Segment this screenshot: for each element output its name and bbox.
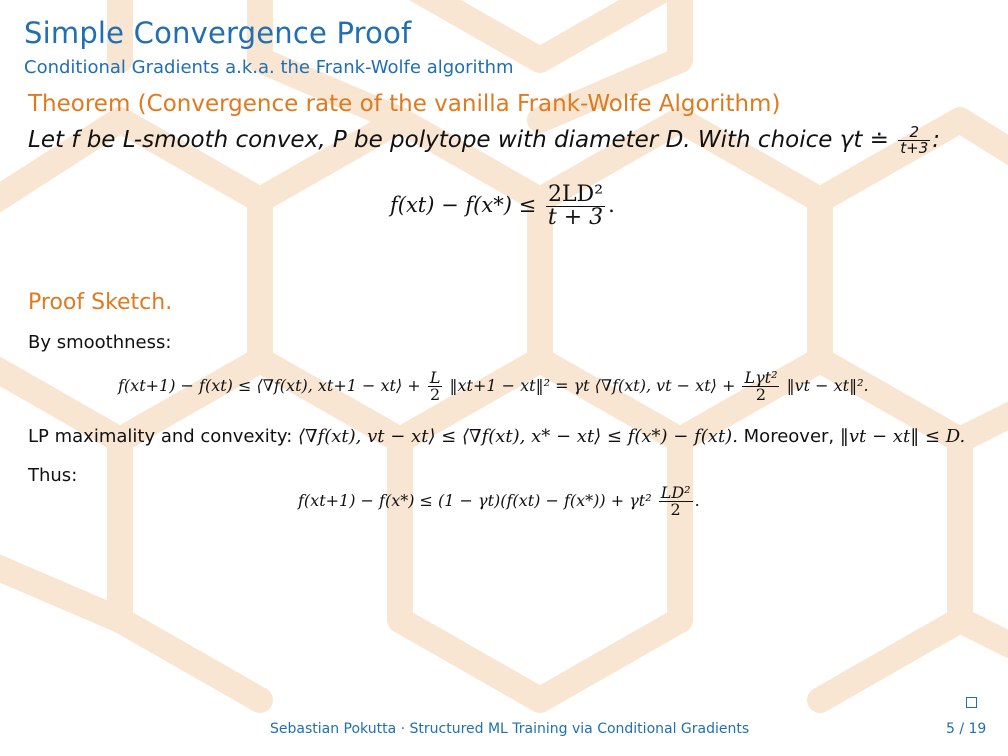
diameter-inequality: ‖vt − xt‖ ≤ D. bbox=[839, 426, 966, 447]
slide-title: Simple Convergence Proof bbox=[24, 16, 412, 50]
smoothness-fraction-2-den: 2 bbox=[742, 386, 779, 403]
footer-text: Sebastian Pokutta · Structured ML Training via Conditional Gradients bbox=[270, 721, 750, 737]
bound-fraction bbox=[546, 184, 605, 229]
recursion-fraction bbox=[659, 485, 693, 518]
lp-maximality-line bbox=[28, 426, 965, 447]
smoothness-equation bbox=[118, 370, 869, 403]
bound-lhs: f(xt) − f(x*) ≤ bbox=[390, 193, 537, 217]
recursion-eq-part1: f(xt+1) − f(x*) ≤ (1 − γt)(f(xt) − f(x*)) + γt² bbox=[298, 491, 652, 510]
slide-subtitle: Conditional Gradients a.k.a. the Frank-Wolfe algorithm bbox=[24, 57, 514, 78]
bound-numerator: 2LD² bbox=[547, 182, 604, 207]
step-size-numerator: 2 bbox=[909, 123, 920, 141]
proof-heading: Proof Sketch. bbox=[28, 290, 173, 315]
theorem-statement-text: Let f be L-smooth convex, P be polytope with diameter D. With choice γt ≐ bbox=[28, 127, 889, 153]
qed-square-icon bbox=[966, 697, 977, 708]
recursion-equation bbox=[298, 485, 700, 518]
recursion-eq-end: . bbox=[694, 491, 700, 510]
smoothness-fraction-2 bbox=[742, 370, 779, 403]
theorem-statement bbox=[28, 125, 940, 156]
recursion-fraction-den: 2 bbox=[659, 501, 693, 518]
bound-end: . bbox=[608, 193, 615, 217]
page-number: 5 / 19 bbox=[946, 721, 987, 737]
thus-label: Thus: bbox=[28, 465, 78, 486]
moreover-label: Moreover, bbox=[743, 426, 835, 447]
smoothness-fraction-1-num: L bbox=[429, 368, 441, 387]
convergence-bound-equation bbox=[390, 184, 615, 229]
smoothness-eq-part3: ‖vt − xt‖². bbox=[786, 376, 869, 395]
recursion-fraction-num: LD² bbox=[660, 483, 691, 502]
smoothness-fraction-1-den: 2 bbox=[428, 386, 443, 403]
theorem-heading: Theorem (Convergence rate of the vanilla Frank-Wolfe Algorithm) bbox=[28, 91, 781, 117]
lp-label: LP maximality and convexity: bbox=[28, 426, 293, 447]
lp-inequality: ⟨∇f(xt), vt − xt⟩ ≤ ⟨∇f(xt), x* − xt⟩ ≤ f(x*) − f(xt). bbox=[298, 426, 738, 447]
step-size-denominator: t+3 bbox=[900, 139, 929, 157]
bound-denominator: t + 3 bbox=[547, 205, 604, 230]
smoothness-label: By smoothness: bbox=[28, 332, 172, 353]
smoothness-eq-part2: ‖xt+1 − xt‖² = γt ⟨∇f(xt), vt − xt⟩ + bbox=[449, 376, 736, 395]
smoothness-fraction-1 bbox=[428, 370, 443, 403]
smoothness-fraction-2-num: Lγt² bbox=[744, 368, 778, 387]
step-size-fraction bbox=[898, 125, 930, 156]
smoothness-eq-part1: f(xt+1) − f(xt) ≤ ⟨∇f(xt), xt+1 − xt⟩ + bbox=[118, 376, 421, 395]
theorem-statement-end: : bbox=[932, 127, 941, 153]
